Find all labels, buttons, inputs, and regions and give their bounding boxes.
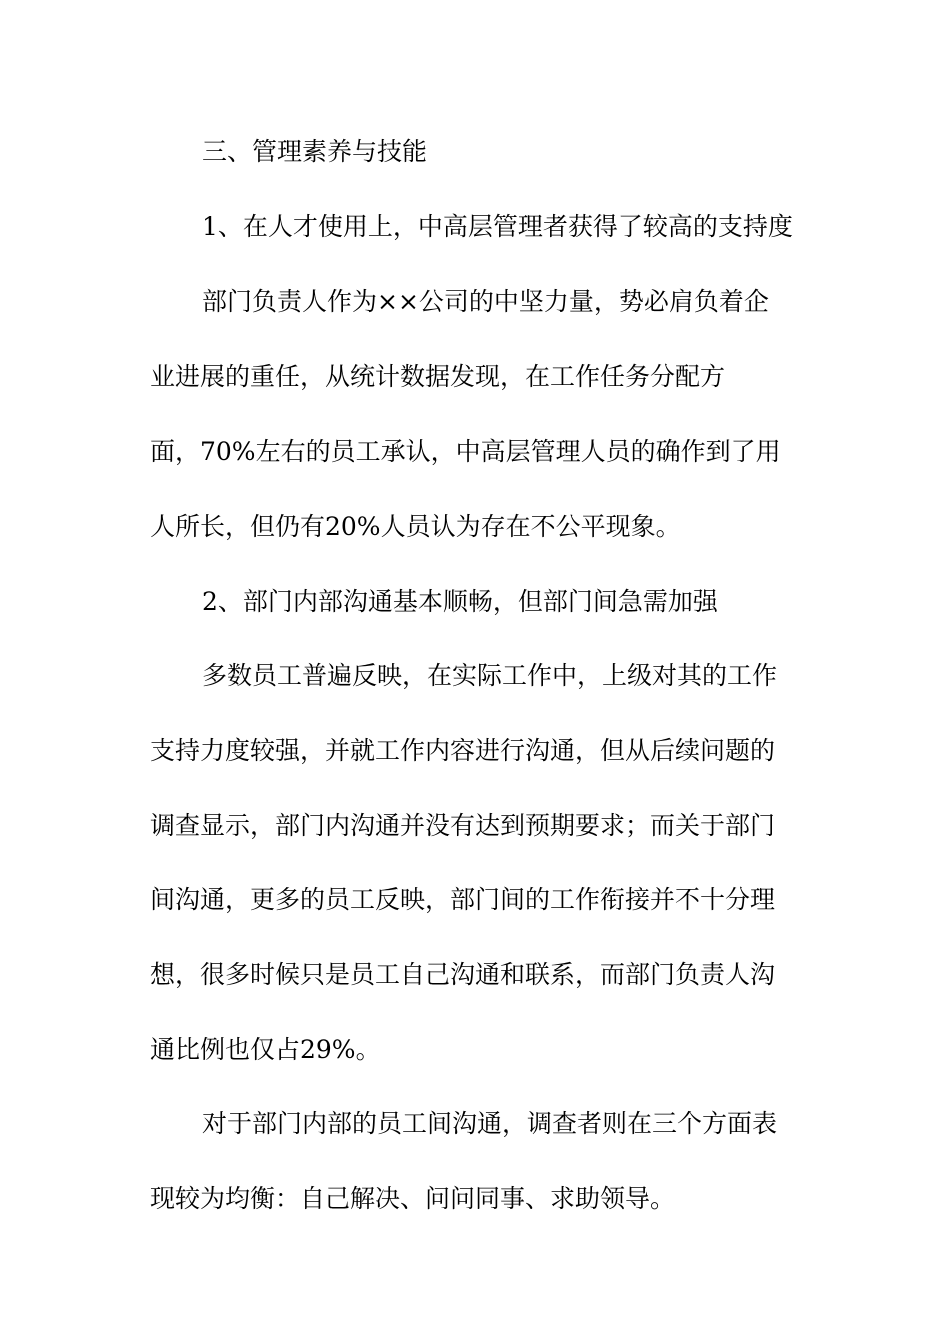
paragraph-2-line-3: 调查显示，部门内沟通并没有达到预期要求；而关于部门 [150,811,776,840]
subheading-communication: 2、部门内部沟通基本顺畅，但部门间急需加强 [202,587,718,616]
paragraph-2-line-5: 想，很多时候只是员工自己沟通和联系，而部门负责人沟 [150,960,776,989]
section-heading: 三、管理素养与技能 [202,137,428,166]
subheading-talent-use: 1、在人才使用上，中高层管理者获得了较高的支持度 [202,212,793,241]
paragraph-1-line-4: 人所长，但仍有20%人员认为存在不公平现象。 [150,512,681,541]
paragraph-2-line-2: 支持力度较强，并就工作内容进行沟通，但从后续问题的 [150,736,776,765]
paragraph-1-line-1: 部门负责人作为××公司的中坚力量，势必肩负着企 [202,287,769,316]
paragraph-2-line-4: 间沟通，更多的员工反映，部门间的工作衔接并不十分理 [150,885,776,914]
paragraph-2-line-6: 通比例也仅占29%。 [150,1035,381,1064]
paragraph-3-line-2: 现较为均衡：自己解决、问问同事、求助领导。 [150,1184,676,1213]
paragraph-1-line-2: 业进展的重任，从统计数据发现，在工作任务分配方 [150,362,726,391]
paragraph-2-line-1: 多数员工普遍反映，在实际工作中，上级对其的工作 [202,661,778,690]
paragraph-3-line-1: 对于部门内部的员工间沟通，调查者则在三个方面表 [202,1109,778,1138]
paragraph-1-line-3: 面，70%左右的员工承认，中高层管理人员的确作到了用 [150,437,781,466]
